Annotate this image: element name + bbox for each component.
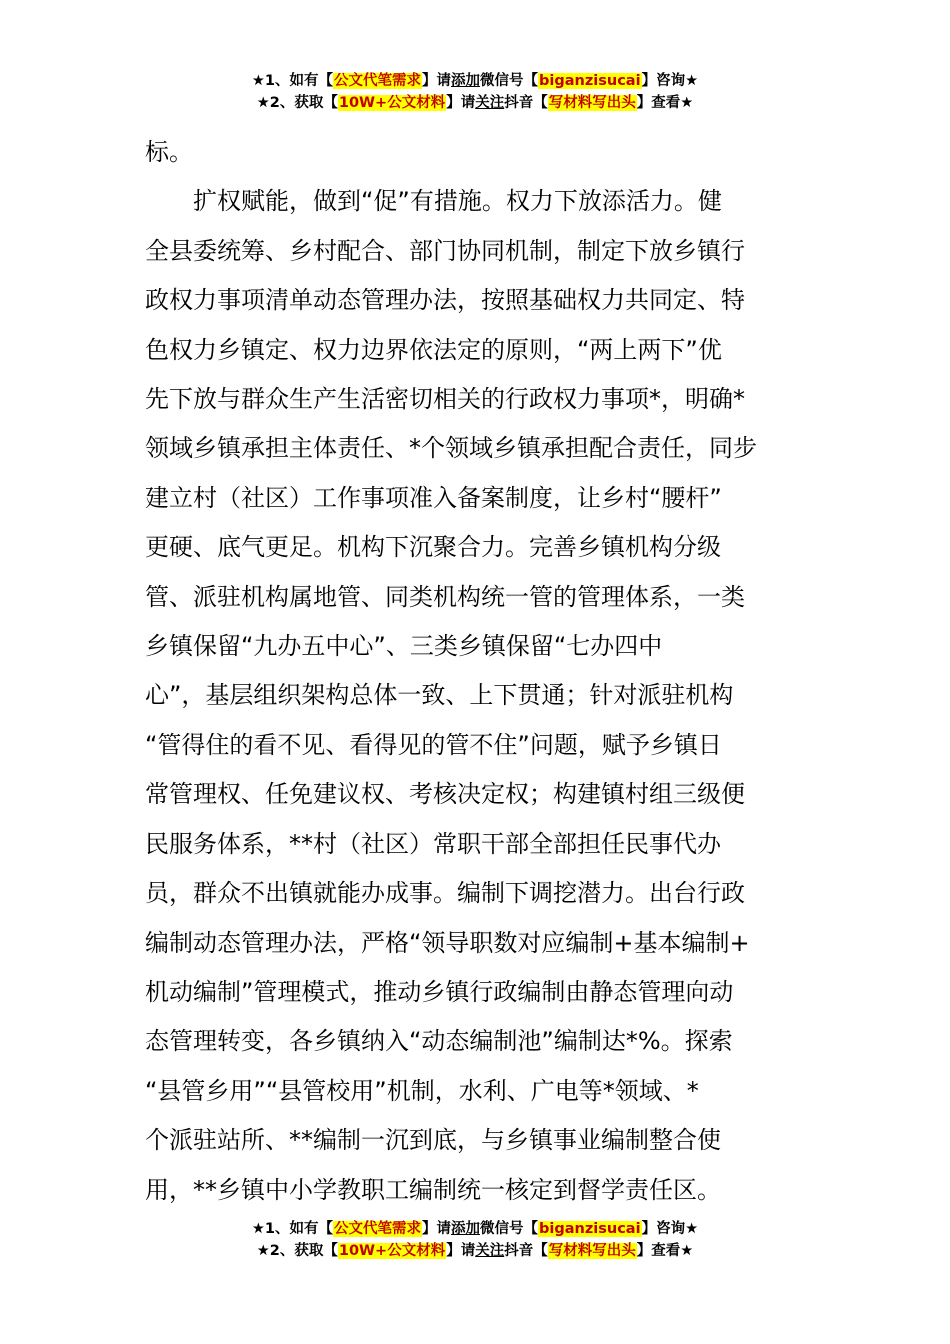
banner-text: ★2、获取【 [256,95,338,111]
banner-highlight: 10W+公文材料 [338,1243,446,1259]
text-line: 色权力乡镇定、权力边界依法定的原则，“两上两下”优 [145,335,722,364]
text-line: 机动编制”管理模式，推动乡镇行政编制由静态管理向动 [145,977,734,1006]
banner-text: 】请 [446,1243,476,1259]
banner-text: 】咨询★ [641,73,699,89]
banner-highlight: biganzisucai [539,1221,641,1237]
text-line: 态管理转变，各乡镇纳入“动态编制池”编制达*%。探索 [145,1027,733,1056]
text-line: 用，**乡镇中小学教职工编制统一核定到督学责任区。 [145,1175,721,1204]
text-line: “县管乡用”“县管校用”机制，水利、广电等*领域、* [145,1076,699,1105]
text-line: 心”，基层组织架构总体一致、上下贯通；针对派驻机构 [145,681,734,710]
banner-text: 】咨询★ [641,1221,699,1237]
banner-underline: 关注 [475,1243,505,1259]
banner-highlight: 公文代笔需求 [334,73,422,89]
text-line: 员，群众不出镇就能办成事。编制下调挖潜力。出台行政 [145,879,745,908]
banner-text: 】请 [422,1221,452,1237]
text-line: 编制动态管理办法，严格“领导职数对应编制+基本编制+ [145,928,750,957]
document-body [145,128,810,1215]
banner-highlight: 公文代笔需求 [334,1221,422,1237]
banner-text: 】请 [446,95,476,111]
banner-text: ★2、获取【 [256,1243,338,1259]
text-line: 更硬、底气更足。机构下沉聚合力。完善乡镇机构分级 [145,533,721,562]
banner-underline: 关注 [475,95,505,111]
text-line: 领域乡镇承担主体责任、*个领域乡镇承担配合责任，同步 [145,434,757,463]
text-line: 标。 [145,138,193,166]
banner-highlight: biganzisucai [539,73,641,89]
banner-line-1 [0,70,950,92]
banner-text: 微信号【 [480,1221,539,1237]
banner-line-2 [0,1240,950,1262]
text-line: 个派驻站所、**编制一沉到底，与乡镇事业编制整合使 [145,1126,721,1155]
header-banner [0,70,950,114]
text-line: 建立村（社区）工作事项准入备案制度，让乡村“腰杆” [145,483,722,512]
banner-line-2 [0,92,950,114]
text-line: 管、派驻机构属地管、同类机构统一管的管理体系，一类 [145,582,745,611]
banner-text: 抖音【 [504,95,548,111]
text-line: “管得住的看不见、看得见的管不住”问题，赋予乡镇日 [145,730,722,759]
text-line: 常管理权、任免建议权、考核决定权；构建镇村组三级便 [145,780,745,809]
banner-text: 】查看★ [636,95,694,111]
banner-line-1 [0,1218,950,1240]
banner-underline: 添加 [451,1221,481,1237]
text-line: 民服务体系，**村（社区）常职干部全部担任民事代办 [145,829,721,858]
banner-underline: 添加 [451,73,481,89]
text-line: 先下放与群众生产生活密切相关的行政权力事项*，明确* [145,385,745,414]
text-line: 全县委统筹、乡村配合、部门协同机制，制定下放乡镇行 [145,236,745,265]
footer-banner [0,1218,950,1262]
banner-text: ★1、如有【 [251,1221,334,1237]
banner-highlight: 10W+公文材料 [338,95,446,111]
text-line: 扩权赋能，做到“促”有措施。权力下放添活力。健 [145,187,722,216]
banner-text: 】请 [422,73,452,89]
banner-highlight: 写材料写出头 [548,1243,636,1259]
text-line: 乡镇保留“九办五中心”、三类乡镇保留“七办四中 [145,632,663,661]
banner-text: 抖音【 [504,1243,548,1259]
banner-text: 】查看★ [636,1243,694,1259]
banner-text: 微信号【 [480,73,539,89]
banner-highlight: 写材料写出头 [548,95,636,111]
banner-text: ★1、如有【 [251,73,334,89]
text-line: 政权力事项清单动态管理办法，按照基础权力共同定、特 [145,286,745,315]
